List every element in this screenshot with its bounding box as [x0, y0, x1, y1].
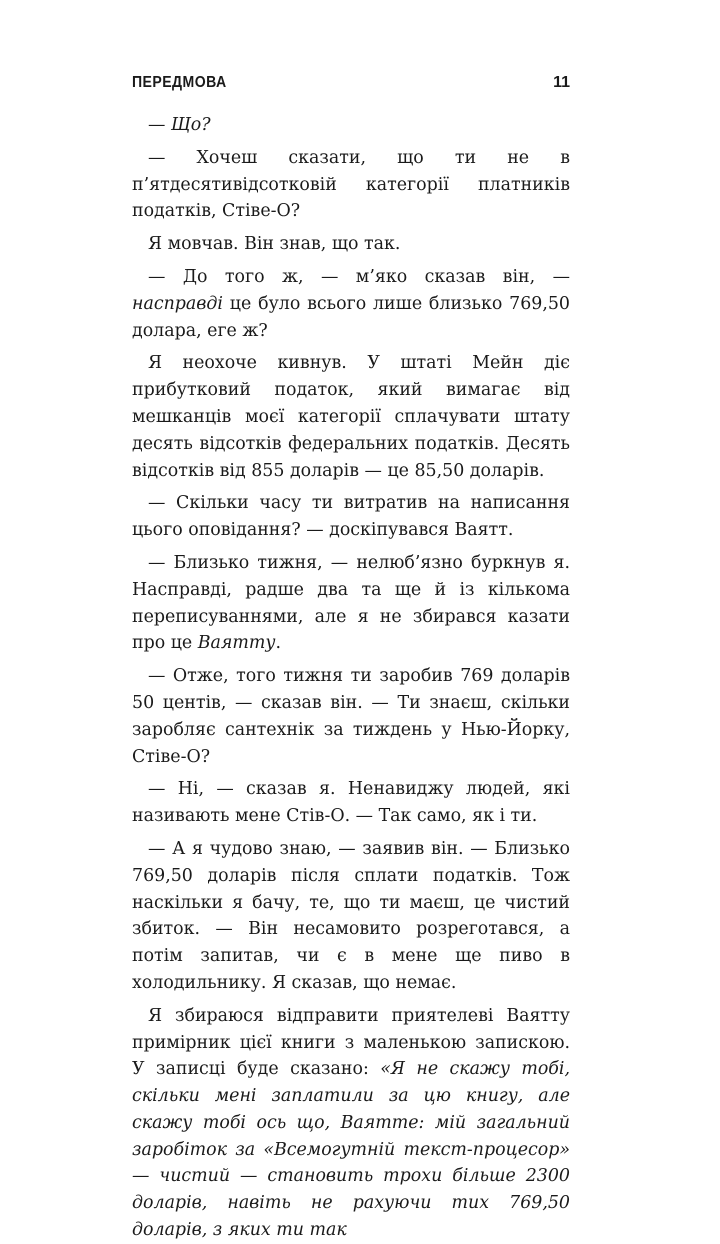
text-run: — Отже, того тижня ти заробив 769 доларів 50 центів, — сказав він. — Ти знаєш, скільки заробляє сантехнік за тиждень у Нью-Йорку, Стіве-О?	[132, 666, 570, 767]
text-run: — А я чудово знаю, — заявив він. — Близько 769,50 доларів після сплати податків. Тож наскільки я бачу, те, що ти маєш, це чистий збиток. — Він несамовито розреготався, а потім запитав, чи є в мене ще пиво в холодильнику. Я сказав, що немає.	[132, 838, 570, 993]
paragraph	[132, 145, 570, 225]
paragraph	[132, 776, 570, 830]
italic-run: «Я не скажу тобі, скільки мені заплатили за цю книгу, але скажу тобі ось що, Ваятте: мій загальний заробіток за «Всемогутній текст-процесор» — чистий — становить трохи більше 2300 доларів, навіть не рахуючи тих 769,50 доларів, з яких ти так	[132, 1059, 571, 1241]
paragraph	[132, 836, 570, 997]
italic-run: насправді	[132, 293, 223, 314]
text-run: Я мовчав. Він знав, що так.	[148, 234, 401, 255]
text-run: —	[148, 115, 171, 135]
paragraph	[132, 550, 570, 657]
text-run: — Скільки часу ти витратив на написання цього оповідання? — доскіпувався Ваятт.	[132, 493, 570, 541]
running-head: ПЕРЕДМОВА	[132, 74, 227, 91]
paragraph	[132, 112, 570, 139]
text-run: Я збираюся відправити приятелеві Ваятту примірник цієї книги з маленькою запискою. У записці буде сказано:	[132, 1005, 570, 1080]
paragraph	[132, 264, 570, 344]
italic-run: Що?	[170, 115, 211, 135]
paragraph	[132, 1003, 570, 1244]
paragraph	[132, 490, 570, 544]
paragraph	[132, 350, 570, 484]
paragraph	[132, 231, 570, 258]
text-run: — Близько тижня, — нелюб’язно буркнув я. Насправді, радше два та ще й із кількома переписуваннями, але я не збирався казати про це	[132, 552, 570, 654]
text-run: — Ні, — сказав я. Ненавиджу людей, які називають мене Стів-О. — Так само, як і ти.	[132, 779, 570, 827]
italic-run: Ваятту	[197, 633, 276, 654]
page-number: 11	[553, 74, 570, 91]
text-run: це було всього лише близько 769,50 долара, еге ж?	[132, 293, 570, 341]
text-run: .	[275, 633, 281, 654]
text-run: — Хочеш сказати, що ти не в п’ятдесятивідсотковій категорії платників податків, Стіве-О?	[132, 147, 570, 222]
body-text	[132, 112, 570, 1244]
text-run: Я неохоче кивнув. У штаті Мейн діє прибутковий податок, який вимагає від мешканців моєї категорії сплачувати штату десять відсотків федеральних податків. Десять відсотків від 855 доларів — це 85,50 доларів.	[132, 353, 570, 481]
paragraph	[132, 663, 570, 770]
text-run: — До того ж, — м’яко сказав він, —	[148, 266, 570, 287]
